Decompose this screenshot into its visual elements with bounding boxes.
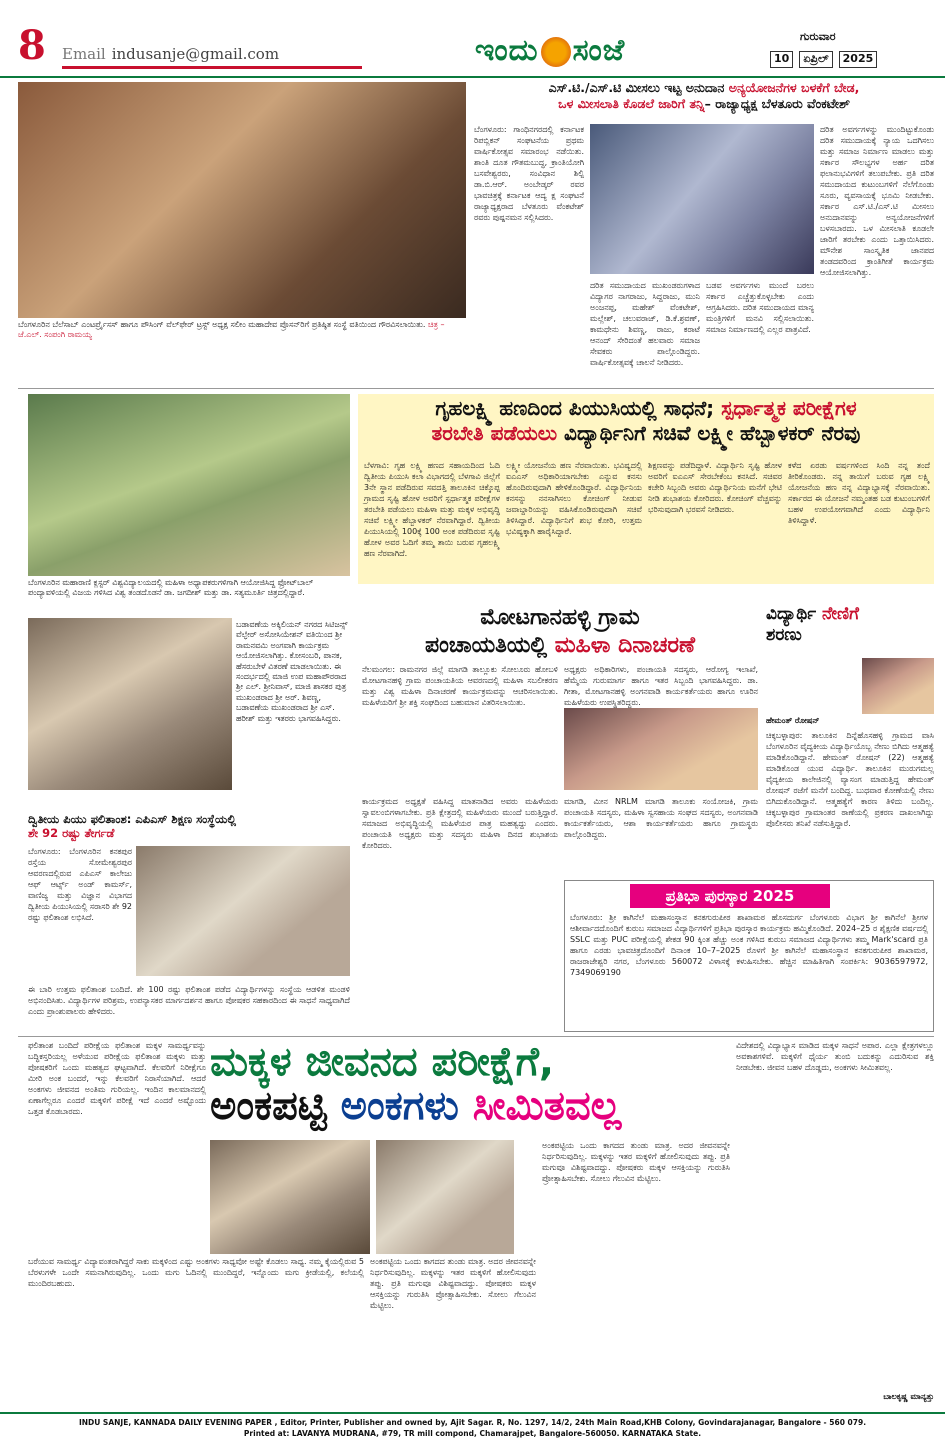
story5-headline-2a: ಪಂಚಾಯತಿಯಲ್ಲಿ [424, 632, 555, 658]
masthead-right: ಸಂಜೆ [572, 33, 626, 68]
story4-col1: ಬೆಂಗಳೂರು: ಬೆಂಗಳೂರಿನ ಕನಕಪುರ ರಸ್ತೆಯ ಸೋಮೇಶ್ವರಪುರ ಆವರಣದಲ್ಲಿರುವ ಎಪಿಎಸ್ ಕಾಲೇಜು ಆಫ್ ಆರ್ಟ್ಸ್ ಅಂಡ್ ಕಾಮರ್ಸ್, ವಾಣಿಜ್ಯ ಮತ್ತು ವಿಜ್ಞಾನ ವಿಭಾಗದ ದ್ವಿತೀಯ ಪಿಯುಸಿಯಲ್ಲಿ ಸರಾಸರಿ ಶೇ 92 ರಷ್ಟು ಫಲಿತಾಂಶ ಲಭಿಸಿದೆ. [28, 847, 132, 923]
story8-author: ಬಾಲಕೃಷ್ಣ ಮಾನ್ಯತ್ತು [883, 1392, 934, 1401]
imprint-line-2: Printed at: LAVANYA MUDRANA, #79, TR mill compond, Chamarajpet, Bangalore-560050. KARNATAKA State. [243, 1429, 702, 1439]
story8-photo-1 [210, 1140, 370, 1254]
story8-col3b: ಅಂಕಪಟ್ಟಿಯ ಒಂದು ಕಾಗದದ ತುಂಡು ಮಾತ್ರ. ಅದರ ಜೀವನವನ್ನೇ ನಿರ್ಧರಿಸುವುದಿಲ್ಲ. ಮಕ್ಕಳನ್ನು ಇತರ ಮಕ್ಕಳಿಗೆ ಹೋಲಿಸುವುದು ತಪ್ಪು. ಪ್ರತಿ ಮಗುವೂ ವಿಶಿಷ್ಟವಾದದ್ದು. ಪೋಷಕರು ಮಕ್ಕಳ ಆಸಕ್ತಿಯನ್ನು ಗುರುತಿಸಿ ಪ್ರೋತ್ಸಾಹಿಸಬೇಕು. ಸೋಲು ಗೆಲುವಿನ ಮೆಟ್ಟಿಲು. [542, 1141, 730, 1184]
story8-headline-2b: ಅಂಕಗಳು [340, 1083, 473, 1129]
story1-headline-1b: ಅನ್ಯಯೋಜನೆಗಳ ಬಳಕೆಗೆ ಬೇಡ, [728, 80, 860, 95]
story6-headline-b: ನೇಣಿಗೆ [822, 604, 859, 624]
sun-logo-icon [541, 37, 571, 67]
story2-col1: ಬೆಳಗಾವಿ: ಗೃಹ ಲಕ್ಷ್ಮಿ ಹಣದ ಸಹಾಯದಿಂದ ಓದಿ ದ್ವಿತೀಯ ಪಿಯುಸಿ ಕಲಾ ವಿಭಾಗದಲ್ಲಿ ಬೆಳಗಾವಿ ಜಿಲ್ಲೆಗೆ 3ನೇ ಸ್ಥಾನ ಪಡೆದಿರುವ ಸವದತ್ತಿ ತಾಲೂಕಿನ ಚಿಕ್ಕೊಪ್ಪ ಗ್ರಾಮದ ಸೃಷ್ಟಿ ಹೋಳ ಅವರಿಗೆ ಸ್ಪರ್ಧಾತ್ಮಕ ಪರೀಕ್ಷೆಗಳ ತರಬೇತಿ ಪಡೆಯಲು ಮಹಿಳಾ ಮತ್ತು ಮಕ್ಕಳ ಅಭಿವೃದ್ಧಿ ಸಚಿವೆ ಲಕ್ಷ್ಮೀ ಹೆಬ್ಬಾಳಕರ್ ನೆರವಾಗಿದ್ದಾರೆ. ದ್ವಿತೀಯ ಪಿಯುಸಿಯಲ್ಲಿ 100ಕ್ಕೆ 100 ಅಂಕ ಪಡೆದಿರುವ ಸೃಷ್ಟಿ ಹೋಳ ಅವರ ಓದಿಗೆ ತಮ್ಮ ತಾಯಿ ಬರುವ ಗೃಹಲಕ್ಷ್ಮಿ ಹಣ ನೆರವಾಗಿದೆ. [364, 461, 500, 559]
story8-headline [210, 1040, 730, 1136]
story1-col2: ದರಿತ ಸಮುದಾಯದ ಮುಖಂಡರುಗಳಾದ ವಿದ್ಯಾಗರ ನಾಗರಾಜು, ಸಿದ್ದರಾಜು, ಮುನಿ ಅಂಜನಪ್ಪ, ಮಹೇಶ್ ವೆಂಕಟೇಶ್, ಮಲ್ಲೇಶ್, ಚಲುವರಾಜ್, ಡಿ.ಕೆ.ಶ್ರವಣ್, ಕಾಮಧೇನು ಶಿವಣ್ಣ, ರಾಜು, ಕರಾಟೆ ಆನಂದ್ ಸೇರಿದಂತೆ ಹಲವಾರು ಸಮಾಜ ಸೇವಕರು ಪಾಲ್ಗೊಂಡಿದ್ದರು. ವಾರ್ಷಿಕೋತ್ಸವಕ್ಕೆ ಚಾಲನೆ ನೀಡಿದರು. [590, 281, 700, 368]
masthead-rule [0, 76, 945, 78]
story8-col1: ಫಲಿತಾಂಶ ಬಂದಿದೆ ಪರೀಕ್ಷೆಯ ಫಲಿತಾಂಶ ಮಕ್ಕಳ ಸಾಮರ್ಥ್ಯವನ್ನು ಬದ್ಧಿಕಸ್ತರಿಯಲ್ಲ ಅಳೆಯುವ ಪರೀಕ್ಷೆಯ ಫಲಿತಾಂಶ ಮಕ್ಕಳು ಮತ್ತು ಪೋಷಕರಿಗೆ ಒಂದು ಮಹತ್ವದ ಘಟ್ಟವಾಗಿದೆ. ಕೆಲವರಿಗೆ ನಿರೀಕ್ಷೆಗೂ ಮೀರಿ ಅಂಕ ಬಂದರೆ, ಇನ್ನು ಕೆಲವರಿಗೆ ನಿರಾಸೆಯಾಗಿದೆ. ಆದರೆ ಅಂಕಗಳು ಜೀವನದ ಅಂತಿಮ ಗುರಿಯಲ್ಲ. ಇಂದಿನ ಕಾಲಮಾನದಲ್ಲಿ ಏಣಾಗೆಲ್ಲರೂ ಎಂದರೆ ಮಕ್ಕಳಿಗೆ ಪರೀಕ್ಷೆ ಇದೆ ಎಂದರೆ ಅಷ್ಟೊಂದು ಒತ್ತಡ ಕೊಡಬಾರದು. [28, 1041, 206, 1117]
story1-caption-text: ಬೆಂಗಳೂರಿನ ಬೆಲೆಸಾಬ್ ಎಂಟರ್ಪ್ರೈಸಸ್ ಹಾಗೂ ಪೌಸಿಂಗ್ ವೆಲ್‌ಫೇರ್ ಟ್ರಸ್ಟ್ ಅಧ್ಯಕ್ಷ ಸಲೀಂ ಮಹಾದೇವ ಪ್ರೊಸನ್‌ರಿಗೆ ಪ್ರತಿಷ್ಠಿತ ಸಂಸ್ಥೆ ವತಿಯಿಂದ ಗೌರವಿಸಲಾಯಿತು. [18, 320, 426, 329]
story4-headline [28, 812, 350, 842]
story8-photo-2 [376, 1140, 514, 1254]
imprint-line-1: INDU SANJE, KANNADA DAILY EVENING PAPER , Editor, Printer, Publisher and owned by, Ajit Sagar. R, No. 1297, 14/2, 24th Main Road,KHB Colony, Govindarajanagar, Bangalore - 560 079. [78, 1418, 867, 1427]
story1-col1: ಬೆಂಗಳೂರು: ಗಾಂಧಿನಗರದಲ್ಲಿ ಕರ್ನಾಟಕ ರಿಪಬ್ಲಿಕನ್ ಸಂಘಟನೆಯ ಪ್ರಥಮ ವಾರ್ಷಿಕೋತ್ಸವ ಸಮಾರಂಭ ನಡೆಯಿತು. ಶಾಂತಿ ದೂತ ಗೌತಮಬುದ್ಧ, ಕ್ರಾಂತಿಯೋಗಿ ಬಸವೇಶ್ವರರು, ಸಂವಿಧಾನ ಶಿಲ್ಪಿ ಡಾ.ಬಿ.ಆರ್. ಅಂಬೇಡ್ಕರ್ ರವರ ಭಾವಚಿತ್ರಕ್ಕೆ ಕರ್ನಾಟಕ ಆದ್ಯ ಕ್ಷ ಸಂಘಟನೆ ರಾಜ್ಯಾಧ್ಯಕ್ಷರಾದ ಬೆಳತೂರು ವೆಂಕಟೇಶ್ ರವರು ಪುಷ್ಪನಮನ ಸಲ್ಲಿಸಿದರು. [474, 125, 584, 223]
masthead-left: ಇಂದು [474, 33, 539, 68]
story8-headline-2a: ಅಂಕಪಟ್ಟಿ [210, 1083, 341, 1129]
story3-caption: ಬಡಾವಣೆಯ ಅಕ್ಕಿಲಿಯನ್ ನಗರದ ಸಿಟಿಜನ್ಸ್ ವೆಲ್ಫೇರ್ ಅಸೋಸಿಯೇಶನ್ ವತಿಯಿಂದ ಶ್ರೀ ರಾಮನವಮಿ ಅಂಗವಾಗಿ ಕಾರ್ಯಕ್ರಮ ಆಯೋಜಿಸಲಾಗಿತ್ತು. ಕೋಸಂಬರಿ, ಪಾನಕ, ಹೆಸರುಬೇಳೆ ವಿತರಣೆ ಮಾಡಲಾಯಿತು. ಈ ಸಂದರ್ಭದಲ್ಲಿ ಮಾಜಿ ಉಪ ಮಹಾಪೌರರಾದ ಶ್ರೀ ಎಲ್. ಶ್ರೀನಿವಾಸ್, ಮಾಜಿ ಶಾಸಕರ ಪುತ್ರ ಮುಖಂಡರಾದ ಶ್ರೀ ಅರ್. ಶಿವಣ್ಣ, ಬಡಾವಣೆಯ ಮುಖಂಡರಾದ ಶ್ರೀ ಎಸ್. ಹರೀಶ್ ಮತ್ತು ಇತರರು ಭಾಗವಹಿಸಿದ್ದರು. [236, 620, 348, 723]
story6-headline-c: ಶರಣು [766, 625, 802, 646]
story1-inset-photo [590, 124, 814, 274]
date-day: 10 [770, 51, 793, 68]
story7-body: ಬೆಂಗಳೂರು: ಶ್ರೀ ಕಾಗಿನೆಲೆ ಮಹಾಸಂಸ್ಥಾನ ಕನಕಗುರುಪೀಠ ಶಾಖಾಮಠ ಹೊಸದುರ್ಗ ಬೆಂಗಳೂರು ವಿಭಾಗ ಶ್ರೀ ಕಾಗಿನೆಲೆ ಶ್ರೀಗಳ ಆಶೀರ್ವಾದದೊಂದಿಗೆ ಕುರುಬ ಸಮಾಜದ ವಿದ್ಯಾರ್ಥಿಗಳಿಗೆ ಪ್ರತಿಭಾ ಪುರಸ್ಕಾರ ಕಾರ್ಯಕ್ರಮ ಹಮ್ಮಿಕೊಂಡಿದೆ. 2024–25 ರ ಶೈಕ್ಷಣಿಕ ವರ್ಷದಲ್ಲಿ SSLC ಮತ್ತು PUC ಪರೀಕ್ಷೆಯಲ್ಲಿ ಶೇಕಡ 90 ಕ್ಕಿಂತ ಹೆಚ್ಚು ಅಂಕ ಗಳಿಸಿದ ಕುರುಬ ಸಮಾಜದ ವಿದ್ಯಾರ್ಥಿಗಳು ತಮ್ಮ Mark'scard ಪ್ರತಿ ಹಾಗೂ ಎರಡು ಭಾವಚಿತ್ರದೊಂದಿಗೆ ದಿನಾಂಕ 10–7–2025 ರೊಳಗೆ ಶ್ರೀ ಕಾಗಿನೆಲೆ ಮಹಾಸಂಸ್ಥಾನ ಕನಕಗುರುಪೀಠ ಶಾಖಾಮಠ, ರಾಜರಾಜೇಶ್ವರಿ ನಗರ, ಬೆಂಗಳೂರು 560072 ವಿಳಾಸಕ್ಕೆ ಕಳುಹಿಸಬೇಕು. ಹೆಚ್ಚಿನ ಮಾಹಿತಿಗಾಗಿ ಸಂಪರ್ಕಿಸಿ: 9036597972, 7349069190 [570, 913, 928, 978]
imprint-footer [0, 1412, 945, 1446]
story8-headline-1: ಮಕ್ಕಳ ಜೀವನದ ಪರೀಕ್ಷೆಗೆ, [210, 1039, 555, 1085]
story4-headline-1: ದ್ವಿತೀಯ ಪಿಯು ಫಲಿತಾಂಶ: ಎಪಿಎಸ್ ಶಿಕ್ಷಣ ಸಂಸ್ಥೆಯಲ್ಲಿ [28, 812, 237, 826]
story6-photo [862, 658, 934, 714]
story2-headline-2b: ವಿದ್ಯಾರ್ಥಿನಿಗೆ ಸಚಿವೆ ಲಕ್ಷ್ಮೀ ಹೆಬ್ಬಾಳಕರ್ ನೆರವು [564, 421, 861, 445]
story2-col3: ಶಿಕ್ಷಣವನ್ನು ಪಡೆದಿದ್ದಾಳೆ. ವಿದ್ಯಾರ್ಥಿನಿ ಸೃಷ್ಟಿ ಹೋಳ ಅವರಿಗೆ ಐಎಎಸ್ ಸೇರಬೇಕೆಂಬ ಕನಸಿದೆ. ಸಚಿವರ ಕಚೇರಿ ಸಿಬ್ಬಂದಿ ಅವರು ವಿದ್ಯಾರ್ಥಿನಿಯ ಮನೆಗೆ ಭೇಟಿ ನೀಡಿ ಶುಭಾಶಯ ಕೋರಿದರು. ಕೋಚಿಂಗ್ ವೆಚ್ಚವನ್ನು ಭರಿಸುವುದಾಗಿ ಭರವಸೆ ನೀಡಿದರು. [648, 461, 782, 515]
date-month: ಏಪ್ರಿಲ್ [799, 51, 832, 68]
story1-col3: ಬಡವ ಅವರ್ಗಗಳು ಮುಂದೆ ಬರಲು ಸರ್ಕಾರ ಎಚ್ಚೆತ್ತುಕೊಳ್ಳಬೇಕು ಎಂದು ಆಗ್ರಹಿಸಿದರು. ದರಿತ ಸಮುದಾಯದ ಮಾನ್ಯ ಮಂತ್ರಿಗಳಿಗೆ ಮನವಿ ಸಲ್ಲಿಸಲಾಯಿತು. ಸಮಾಜ ನಿರ್ಮಾಣದಲ್ಲಿ ಎಲ್ಲರ ಪಾತ್ರವಿದೆ. [706, 281, 814, 335]
story7-banner: ಪ್ರತಿಭಾ ಪುರಸ್ಕಾರ 2025 [630, 884, 830, 908]
date-box [770, 30, 930, 70]
email-label: Email [62, 45, 106, 63]
story1-headline [474, 80, 934, 120]
story8-col2: ಬರೆಯುವ ಸಾಮರ್ಥ್ಯ ವಿದ್ಯಾವಂತರಾಗಿದ್ದರೆ ಸಾಕು ಮಕ್ಕಳಿಂದ ಎಷ್ಟು ಅಂಕಗಳು ಸಾಧ್ಯವೋ ಅಷ್ಟೇ ಕೊಡಲು ಸಾಧ್ಯ. ನಮ್ಮ ಕೈಯಲ್ಲಿರುವ 5 ಬೆರಳುಗಳೇ ಒಂದೇ ಸಮನಾಗಿರುವುದಿಲ್ಲ. ಒಂದು ಮಗು ಓದಿನಲ್ಲಿ ಮುಂದಿದ್ದರೆ, ಇನ್ನೊಂದು ಮಗು ಕ್ರೀಡೆಯಲ್ಲಿ, ಕಲೆಯಲ್ಲಿ ಮುಂದಿರಬಹುದು. [28, 1257, 364, 1289]
story5-headline [362, 604, 758, 662]
story2-headline-1b: ಸ್ಪರ್ಧಾತ್ಮಕ ಪರೀಕ್ಷೆಗಳ [721, 396, 857, 420]
story6-body: ಚಿಕ್ಕಬಳ್ಳಾಪುರ: ತಾಲೂಕಿನ ದಿನ್ನೆಹೊಸಹಳ್ಳಿ ಗ್ರಾಮದ ವಾಸಿ ಬೆಂಗಳೂರಿನ ವೈದ್ಯಕೀಯ ವಿದ್ಯಾರ್ಥಿಯೊಬ್ಬ ನೇಣು ಬಿಗಿದು ಆತ್ಮಹತ್ಯೆ ಮಾಡಿಕೊಂಡಿದ್ದಾನೆ. ಹೇಮಂತ್ ರೋಷನ್ (22) ಆತ್ಮಹತ್ಯೆ ಮಾಡಿಕೊಂಡ ಯುವ ವಿದ್ಯಾರ್ಥಿ. ತಾಲೂಕಿನ ಮುರುಗಮಲ್ಲ ವೈದ್ಯಕೀಯ ಕಾಲೇಜಿನಲ್ಲಿ ವ್ಯಾಸಂಗ ಮಾಡುತ್ತಿದ್ದ ಹೇಮಂತ್ ರೋಷನ್ ರಜೆಗೆ ಮನೆಗೆ ಬಂದಿದ್ದ. ಬುಧವಾರ ಕೋಣೆಯಲ್ಲಿ ನೇಣು ಬಿಗಿದುಕೊಂಡಿದ್ದಾನೆ. ಆತ್ಮಹತ್ಯೆಗೆ ಕಾರಣ ತಿಳಿದು ಬಂದಿಲ್ಲ. ಚಿಕ್ಕಬಳ್ಳಾಪುರ ಗ್ರಾಮಾಂತರ ಠಾಣೆಯಲ್ಲಿ ಪ್ರಕರಣ ದಾಖಲಾಗಿದ್ದು ಪೊಲೀಸರು ತನಿಖೆ ನಡೆಸುತ್ತಿದ್ದಾರೆ. [766, 731, 934, 829]
story4-headline-2: ಶೇ 92 ರಷ್ಟು ತೇರ್ಗಡೆ [28, 826, 115, 841]
story5-col3: ಕಾರ್ಯಕ್ರಮದ ಅಧ್ಯಕ್ಷತೆ ವಹಿಸಿದ್ದ ಮಾತನಾಡಿದ ಅವರು ಮಹಿಳೆಯರು ಸ್ವಾವಲಂಬಿಗಳಾಗಬೇಕು. ಪ್ರತಿ ಕ್ಷೇತ್ರದಲ್ಲಿ ಮಹಿಳೆಯರು ಮುಂದೆ ಬರುತ್ತಿದ್ದಾರೆ. ಸಮಾಜದ ಅಭಿವೃದ್ಧಿಯಲ್ಲಿ ಮಹಿಳೆಯರ ಪಾತ್ರ ಮಹತ್ವದ್ದು ಎಂದರು. ಪಂಚಾಯತಿ ಅಧ್ಯಕ್ಷರು ಮತ್ತು ಸದಸ್ಯರು ಮಹಿಳಾ ದಿನದ ಶುಭಾಶಯ ಕೋರಿದರು. [362, 797, 558, 851]
story2-headline [362, 396, 930, 456]
story4-col2: ಈ ಬಾರಿ ಉತ್ತಮ ಫಲಿತಾಂಶ ಬಂದಿದೆ. ಶೇ 100 ರಷ್ಟು ಫಲಿತಾಂಶ ಪಡೆದ ವಿದ್ಯಾರ್ಥಿಗಳನ್ನು ಸಂಸ್ಥೆಯ ಆಡಳಿತ ಮಂಡಳಿ ಅಭಿನಂದಿಸಿತು. ವಿದ್ಯಾರ್ಥಿಗಳ ಪರಿಶ್ರಮ, ಉಪನ್ಯಾಸಕರ ಮಾರ್ಗದರ್ಶನ ಹಾಗೂ ಪೋಷಕರ ಸಹಕಾರದಿಂದ ಈ ಸಾಧನೆ ಸಾಧ್ಯವಾಗಿದೆ ಎಂದು ಪ್ರಾಂಶುಪಾಲರು ಹೇಳಿದರು. [28, 985, 350, 1017]
story2-headline-2a: ತರಬೇತಿ ಪಡೆಯಲು [431, 421, 565, 445]
story1-headline-2a: ಒಳ ಮೀಸಲಾತಿ ಕೊಡಲೆ ಜಾರಿಗೆ ತನ್ನಿ [558, 95, 705, 111]
email-address: indusanje@gmail.com [111, 45, 280, 63]
divider [18, 1036, 934, 1037]
story5-photo [564, 708, 758, 790]
story5-col2: ಅಧ್ಯಕ್ಷರು ಅಧಿಕಾರಿಗಳು, ಪಂಚಾಯತಿ ಸದಸ್ಯರು, ಆರೋಗ್ಯ ಇಲಾಖೆ, ಹೆಮ್ಮೆಯ ಗುರುಮಾರ್ಗ ಹಾಗೂ ಇತರ ಸಿಬ್ಬಂದಿ ಭಾಗವಹಿಸಿದ್ದರು. ಡಾ. ಗೀತಾ, ಮೋಟಗಾನಹಳ್ಳಿ ಅಂಗನವಾಡಿ ಕಾರ್ಯಕರ್ತೆಯರು ಹಾಗೂ ಊರಿನ ಮಹಿಳೆಯರು ಉಪಸ್ಥಿತರಿದ್ದರು. [564, 665, 758, 708]
story6-headline-a: ವಿದ್ಯಾರ್ಥಿ [766, 604, 823, 624]
story1-headline-1a: ಎಸ್.ಟಿ./ಎಸ್.ಟಿ ಮೀಸಲು ಇಟ್ಟ ಅನುದಾನ [548, 80, 729, 95]
masthead [395, 30, 705, 72]
story1-photo-credit: ಚಿತ್ರ – ಜೆ.ಎಲ್. ಸಂಪಂಗಿ ರಾಮಯ್ಯ [18, 320, 445, 340]
story5-col4: ಮಾಗಡಿ, ಮೀನ NRLM ಮಾಗಡಿ ತಾಲೂಕು ಸಂಯೋಜಕಿ, ಗ್ರಾಮ ಪಂಚಾಯತಿ ಸದಸ್ಯರು, ಮಹಿಳಾ ಸ್ವಸಹಾಯ ಸಂಘದ ಸದಸ್ಯರು, ಅಂಗನವಾಡಿ ಕಾರ್ಯಕರ್ತೆಯರು, ಆಶಾ ಕಾರ್ಯಕರ್ತೆಯರು ಹಾಗೂ ಗ್ರಾಮಸ್ಥರು ಪಾಲ್ಗೊಂಡಿದ್ದರು. [564, 797, 758, 840]
story1-photo [18, 82, 466, 318]
story1-headline-2b: – ರಾಜ್ಯಾಧ್ಯಕ್ಷ ಬೆಳತೂರು ವೆಂಕಟೇಶ್ [704, 95, 850, 111]
story2-photo [28, 394, 350, 576]
header-rule [62, 66, 362, 69]
weekday: ಗುರುವಾರ [800, 30, 836, 43]
date-year: 2025 [839, 51, 878, 68]
story5-headline-1: ಮೋಟಗಾನಹಳ್ಳಿ ಗ್ರಾಮ [480, 605, 640, 630]
story8-col3: ಅಂಕಪಟ್ಟಿಯ ಒಂದು ಕಾಗದದ ತುಂಡು ಮಾತ್ರ. ಅದರ ಜೀವನವನ್ನೇ ನಿರ್ಧರಿಸುವುದಿಲ್ಲ. ಮಕ್ಕಳನ್ನು ಇತರ ಮಕ್ಕಳಿಗೆ ಹೋಲಿಸುವುದು ತಪ್ಪು. ಪ್ರತಿ ಮಗುವೂ ವಿಶಿಷ್ಟವಾದದ್ದು. ಪೋಷಕರು ಮಕ್ಕಳ ಆಸಕ್ತಿಯನ್ನು ಗುರುತಿಸಿ ಪ್ರೋತ್ಸಾಹಿಸಬೇಕು. ಸೋಲು ಗೆಲುವಿನ ಮೆಟ್ಟಿಲು. [370, 1257, 536, 1311]
story4-photo [136, 846, 350, 976]
story2-col4: ಕಳೆದ ಏರಡು ವರ್ಷಗಳಿಂದ ಸಿಂದಿ ನನ್ನ ತಂದೆ ತೀರಿಕೊಂಡರು. ನನ್ನ ತಾಯಿಗೆ ಬರುವ ಗೃಹ ಲಕ್ಷ್ಮಿ ಯೋಜನೆಯ ಹಣ ನನ್ನ ವಿದ್ಯಾಭ್ಯಾಸಕ್ಕೆ ನೆರವಾಯಿತು. ಸರ್ಕಾರದ ಈ ಯೋಜನೆ ನಮ್ಮಂತಹ ಬಡ ಕುಟುಂಬಗಳಿಗೆ ಬಹಳ ಉಪಯೋಗವಾಗಿದೆ ಎಂದು ವಿದ್ಯಾರ್ಥಿನಿ ತಿಳಿಸಿದ್ದಾಳೆ. [788, 461, 930, 526]
story2-col2: ಲಕ್ಷ್ಮೀ ಯೋಜನೆಯ ಹಣ ನೆರವಾಯಿತು. ಭವಿಷ್ಯದಲ್ಲಿ ಐಎಎಸ್ ಅಧಿಕಾರಿಯಾಗಬೇಕು ಎನ್ನುವ ಕನಸು ಹೊಂದಿರುವುದಾಗಿ ಹೇಳಿಕೊಂಡಿದ್ದಾರೆ. ವಿದ್ಯಾರ್ಥಿನಿಯ ಕನಸನ್ನು ನನಸಾಗಿಸಲು ಕೋಚಿಂಗ್ ನೀಡುವ ಜವಾಬ್ದಾರಿಯನ್ನು ವಹಿಸಿಕೊಂಡಿರುವುದಾಗಿ ಸಚಿವೆ ತಿಳಿಸಿದ್ದಾರೆ. ವಿದ್ಯಾರ್ಥಿನಿಗೆ ಶುಭ ಕೋರಿ, ಉತ್ತಮ ಭವಿಷ್ಯಕ್ಕಾಗಿ ಹಾರೈಸಿದ್ದಾರೆ. [506, 461, 642, 537]
story1-col4: ದರಿತ ಅವರ್ಗಗಳನ್ನು ಮುಂದಿಟ್ಟುಕೊಂಡು ದರಿತ ಸಮುದಾಯಕ್ಕೆ ನ್ಯಾಯ ಒದಗಿಸಲು ಮತ್ತು ಸಮಾಜ ನಿರ್ಮಾಣ ಮಾಡಲು ಮತ್ತು ಸರ್ಕಾರ ಸೌಲಭ್ಯಗಳ ಅರ್ಹ ದರಿತ ಫಲಾನುಭವಿಗಳಿಗೆ ತಲುಪಬೇಕು. ಪ್ರತಿ ದರಿತ ಸಮುದಾಯದ ಕುಟುಂಬಗಳಿಗೆ ನೆಲೆಗೊಂಡು ಸೂರು, ವ್ಯವಸಾಯಕ್ಕೆ ಭೂಮಿ ನೀಡಬೇಕು. ಸರ್ಕಾರ ಎಸ್.ಟಿ./ಎಸ್.ಟಿ ಮೀಸಲು ಅನುದಾನವನ್ನು ಅನ್ಯಯೋಜನೆಗಳಿಗೆ ಬಳಸಬಾರದು. ಒಳ ಮೀಸಲಾತಿ ಕೂಡಲೇ ಜಾರಿಗೆ ತರಬೇಕು ಎಂದು ಒತ್ತಾಯಿಸಿದರು. ಮೌನೇಶ ಸಾಂಸ್ಕೃತಿಕ ಜಾನಪದ ತಂಡದವರಿಂದ ಕ್ರಾಂತಿಗೀತೆ ಕಾರ್ಯಕ್ರಮ ಆಯೋಜಿಸಲಾಗಿತ್ತು. [820, 125, 934, 278]
story3-photo [28, 618, 232, 790]
story8-col4: ವಿದೇಶದಲ್ಲಿ ವಿದ್ಯಾಭ್ಯಾಸ ಮಾಡಿದ ಮಕ್ಕಳ ಸಾಧನೆ ಅಪಾರ. ಎಲ್ಲಾ ಕ್ಷೇತ್ರಗಳಲ್ಲೂ ಅವಕಾಶಗಳಿವೆ. ಮಕ್ಕಳಿಗೆ ಧೈರ್ಯ ತುಂಬಿ ಬದುಕನ್ನು ಎದುರಿಸುವ ಶಕ್ತಿ ನೀಡಬೇಕು. ಜೀವನ ಬಹಳ ದೊಡ್ಡದು, ಅಂಕಗಳು ಸೀಮಿತವಲ್ಲ. [736, 1041, 934, 1073]
story6-headline [766, 604, 934, 656]
story8-headline-2c: ಸೀಮಿತವಲ್ಲ [472, 1083, 622, 1129]
story5-headline-2b: ಮಹಿಳಾ ದಿನಾಚರಣೆ [554, 632, 696, 658]
divider [18, 388, 934, 389]
email-line [62, 44, 279, 64]
story6-photo-label: ಹೇಮಂತ್ ರೋಷನ್ [766, 716, 820, 725]
story5-col1: ನೆಲಮಂಗಲ: ರಾಮನಗರ ಜಿಲ್ಲೆ ಮಾಗಡಿ ತಾಲ್ಲೂಕು ಸೋಲೂರು ಹೋಬಳಿ ಮೋಟಗಾನಹಳ್ಳಿ ಗ್ರಾಮ ಪಂಚಾಯತಿಯ ಆವರಣದಲ್ಲಿ ಮಹಿಳಾ ಸಬಲೀಕರಣ ಮತ್ತು ವಿಶ್ವ ಮಹಿಳಾ ದಿನಾಚರಣೆ ಕಾರ್ಯಕ್ರಮವನ್ನು ಆಚರಿಸಲಾಯಿತು. ಮಹಿಳೆಯರಿಗೆ ಶ್ರೀ ಶಕ್ತಿ ಸಂಘದಿಂದ ಬಹುಮಾನ ವಿತರಿಸಲಾಯಿತು. [362, 665, 558, 708]
page-number: 8 [18, 22, 46, 69]
story1-caption [18, 320, 466, 354]
story2-caption: ಬೆಂಗಳೂರಿನ ಮಹಾರಾಣಿ ಕ್ಲಸ್ಟರ್ ವಿಶ್ವವಿದ್ಯಾಲಯದಲ್ಲಿ ಮಹಿಳಾ ಅಧ್ಯಾಪಕರುಗಳಿಗಾಗಿ ಆಯೋಜಿಸಿದ್ದ ಫ್ರೋಟ್‌ಬಾಲ್ ಪಂದ್ಯಾವಳಿಯಲ್ಲಿ ವಿಜಯ ಗಳಿಸಿದ ವಿಶ್ವ ತಂಡದೊಡನೆ ಡಾ. ಜಗದೀಶ್ ಮತ್ತು ಡಾ. ಸತ್ಯಮೂರ್ತಿ ಚಿತ್ರದಲ್ಲಿದ್ದಾರೆ. [28, 578, 314, 598]
story2-headline-1a: ಗೃಹಲಕ್ಷ್ಮಿ ಹಣದಿಂದ ಪಿಯುಸಿಯಲ್ಲಿ ಸಾಧನೆ; [435, 396, 722, 420]
